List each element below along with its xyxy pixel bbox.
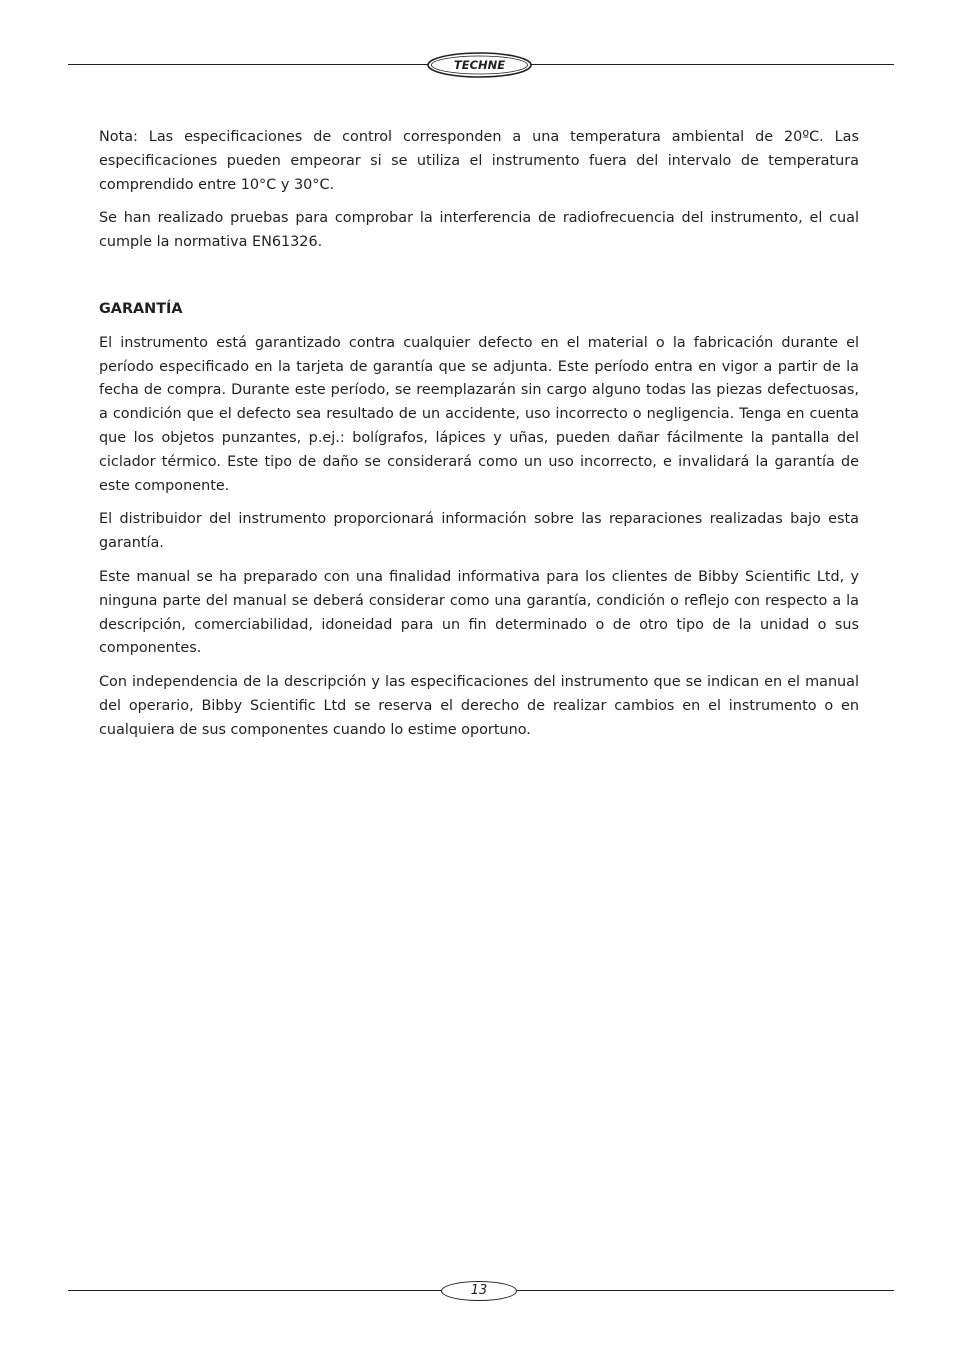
warranty-paragraph: Con independencia de la descripción y las especificaciones del instrumento que se indican en el manual del operario, Bibby Scientific Ltd se reserva el derecho de realizar cambios en el instrumento o en cualquiera de sus componentes cuando lo estime oportuno. [99, 674, 859, 738]
section-heading-garantia: GARANTÍA [99, 300, 183, 317]
rf-interference-paragraph: Se han realizado pruebas para comprobar la interferencia de radiofrecuencia del instrumento, el cual cumple la normativa EN61326. [99, 210, 859, 251]
page-content [99, 126, 859, 753]
logo-text: TECHNE [453, 58, 506, 72]
note-paragraph: Nota: Las especificaciones de control corresponden a una temperatura ambiental de 20ºC. Las especificaciones pueden empeorar si se utiliza el instrumento fuera del intervalo de temperatura comprendido entre 10°C y 30°C. [99, 129, 859, 193]
warranty-paragraph: El distribuidor del instrumento proporcionará información sobre las reparaciones realizadas bajo esta garantía. [99, 511, 859, 552]
techne-logo [427, 52, 532, 78]
warranty-paragraph: El instrumento está garantizado contra cualquier defecto en el material o la fabricación durante el período especificado en la tarjeta de garantía que se adjunta. Este período entra en vigor a partir de la fecha de compra. Durante este período, se reemplazarán sin cargo alguno todas las piezas defectuosas, a condición que el defecto sea resultado de un accidente, uso incorrecto o negligencia. Tenga en cuenta que los objetos punzantes, p.ej.: bolígrafos, lápices y uñas, pueden dañar fácilmente la pantalla del ciclador térmico. Este tipo de daño se considerará como un uso incorrecto, e invalidará la garantía de este componente. [99, 334, 859, 494]
warranty-paragraph: Este manual se ha preparado con una finalidad informativa para los clientes de Bibby Scientific Ltd, y ninguna parte del manual se deberá considerar como una garantía, condición o reflejo con respecto a la descripción, comerciabilidad, idoneidad para un fin determinado o de otro tipo de la unidad o sus componentes. [99, 568, 859, 657]
page-number: 13 [441, 1281, 517, 1301]
